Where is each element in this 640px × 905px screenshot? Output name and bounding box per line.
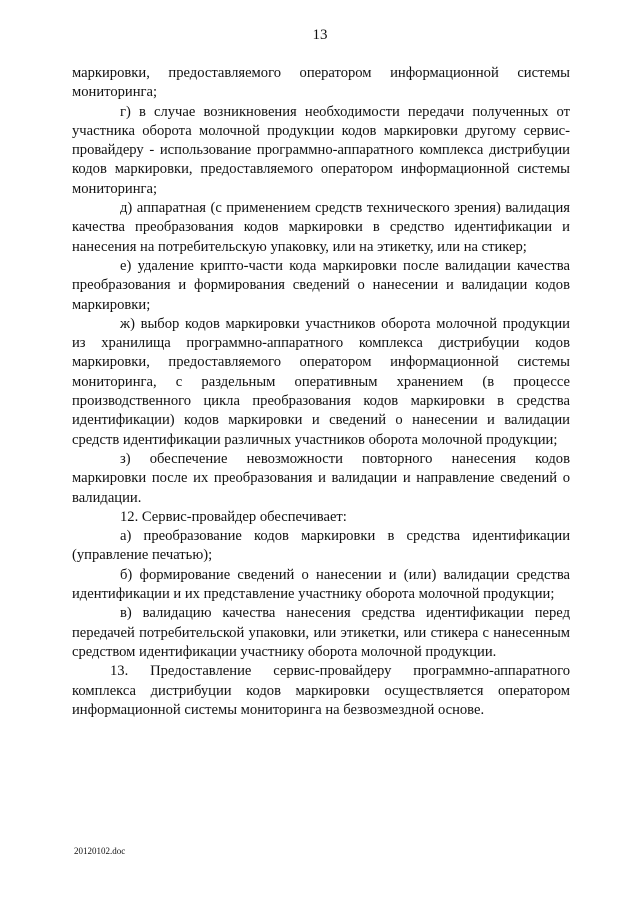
paragraph-item-e: е) удаление крипто-части кода маркировки после валидации качества преобразования и формирования сведений о нанесении и валидации кодов маркировки;	[72, 257, 570, 313]
paragraph-item-v: в) валидацию качества нанесения средства идентификации перед передачей потребительской упаковки, или этикетки, или стикера с нанесенным средством идентификации участнику оборота молочной продукции.	[72, 605, 570, 660]
paragraph-section-12: 12. Сервис-провайдер обеспечивает:	[120, 508, 347, 525]
document-body	[72, 64, 570, 720]
paragraph-item-z: з) обеспечение невозможности повторного нанесения кодов маркировки после их преобразования и валидации и направление сведений о валидации.	[72, 450, 570, 506]
paragraph-item-g: г) в случае возникновения необходимости передачи полученных от участника оборота молочной продукции кодов маркировки другому сервис-провайдеру - использование программно-аппаратного комплекса дистрибуции кодов маркировки, предоставляемого оператором информационной системы мониторинга;	[72, 103, 570, 197]
page-number: 13	[312, 27, 328, 43]
paragraph-item-d: д) аппаратная (с применением средств технического зрения) валидация качества преобразования кодов маркировки в средство идентификации и нанесения на потребительскую упаковку, или на этикетку, или на стикер;	[72, 200, 570, 255]
paragraph-continuation: маркировки, предоставляемого оператором информационной системы мониторинга;	[72, 65, 570, 101]
paragraph-item-b: б) формирование сведений о нанесении и (или) валидации средства идентификации и их представление участнику оборота молочной продукции;	[72, 566, 570, 603]
paragraph-section-13: 13. Предоставление сервис-провайдеру программно-аппаратного комплекса дистрибуции кодов маркировки осуществляется оператором информационной системы мониторинга на безвозмездной основе.	[72, 663, 570, 718]
paragraph-item-zh: ж) выбор кодов маркировки участников оборота молочной продукции из хранилища программно-аппаратного комплекса дистрибуции кодов маркировки, предоставляемого оператором информационной системы мониторинга, с раздельным оперативным хранением (в процессе производственного цикла преобразования кодов маркировки в средства идентификации) кодов маркировки и сведений о нанесении и валидации средств идентификации различных участников оборота молочной продукции;	[72, 315, 570, 448]
paragraph-item-a: а) преобразование кодов маркировки в средства идентификации (управление печатью);	[72, 528, 570, 564]
footer-filename: 20120102.doc	[74, 846, 126, 856]
